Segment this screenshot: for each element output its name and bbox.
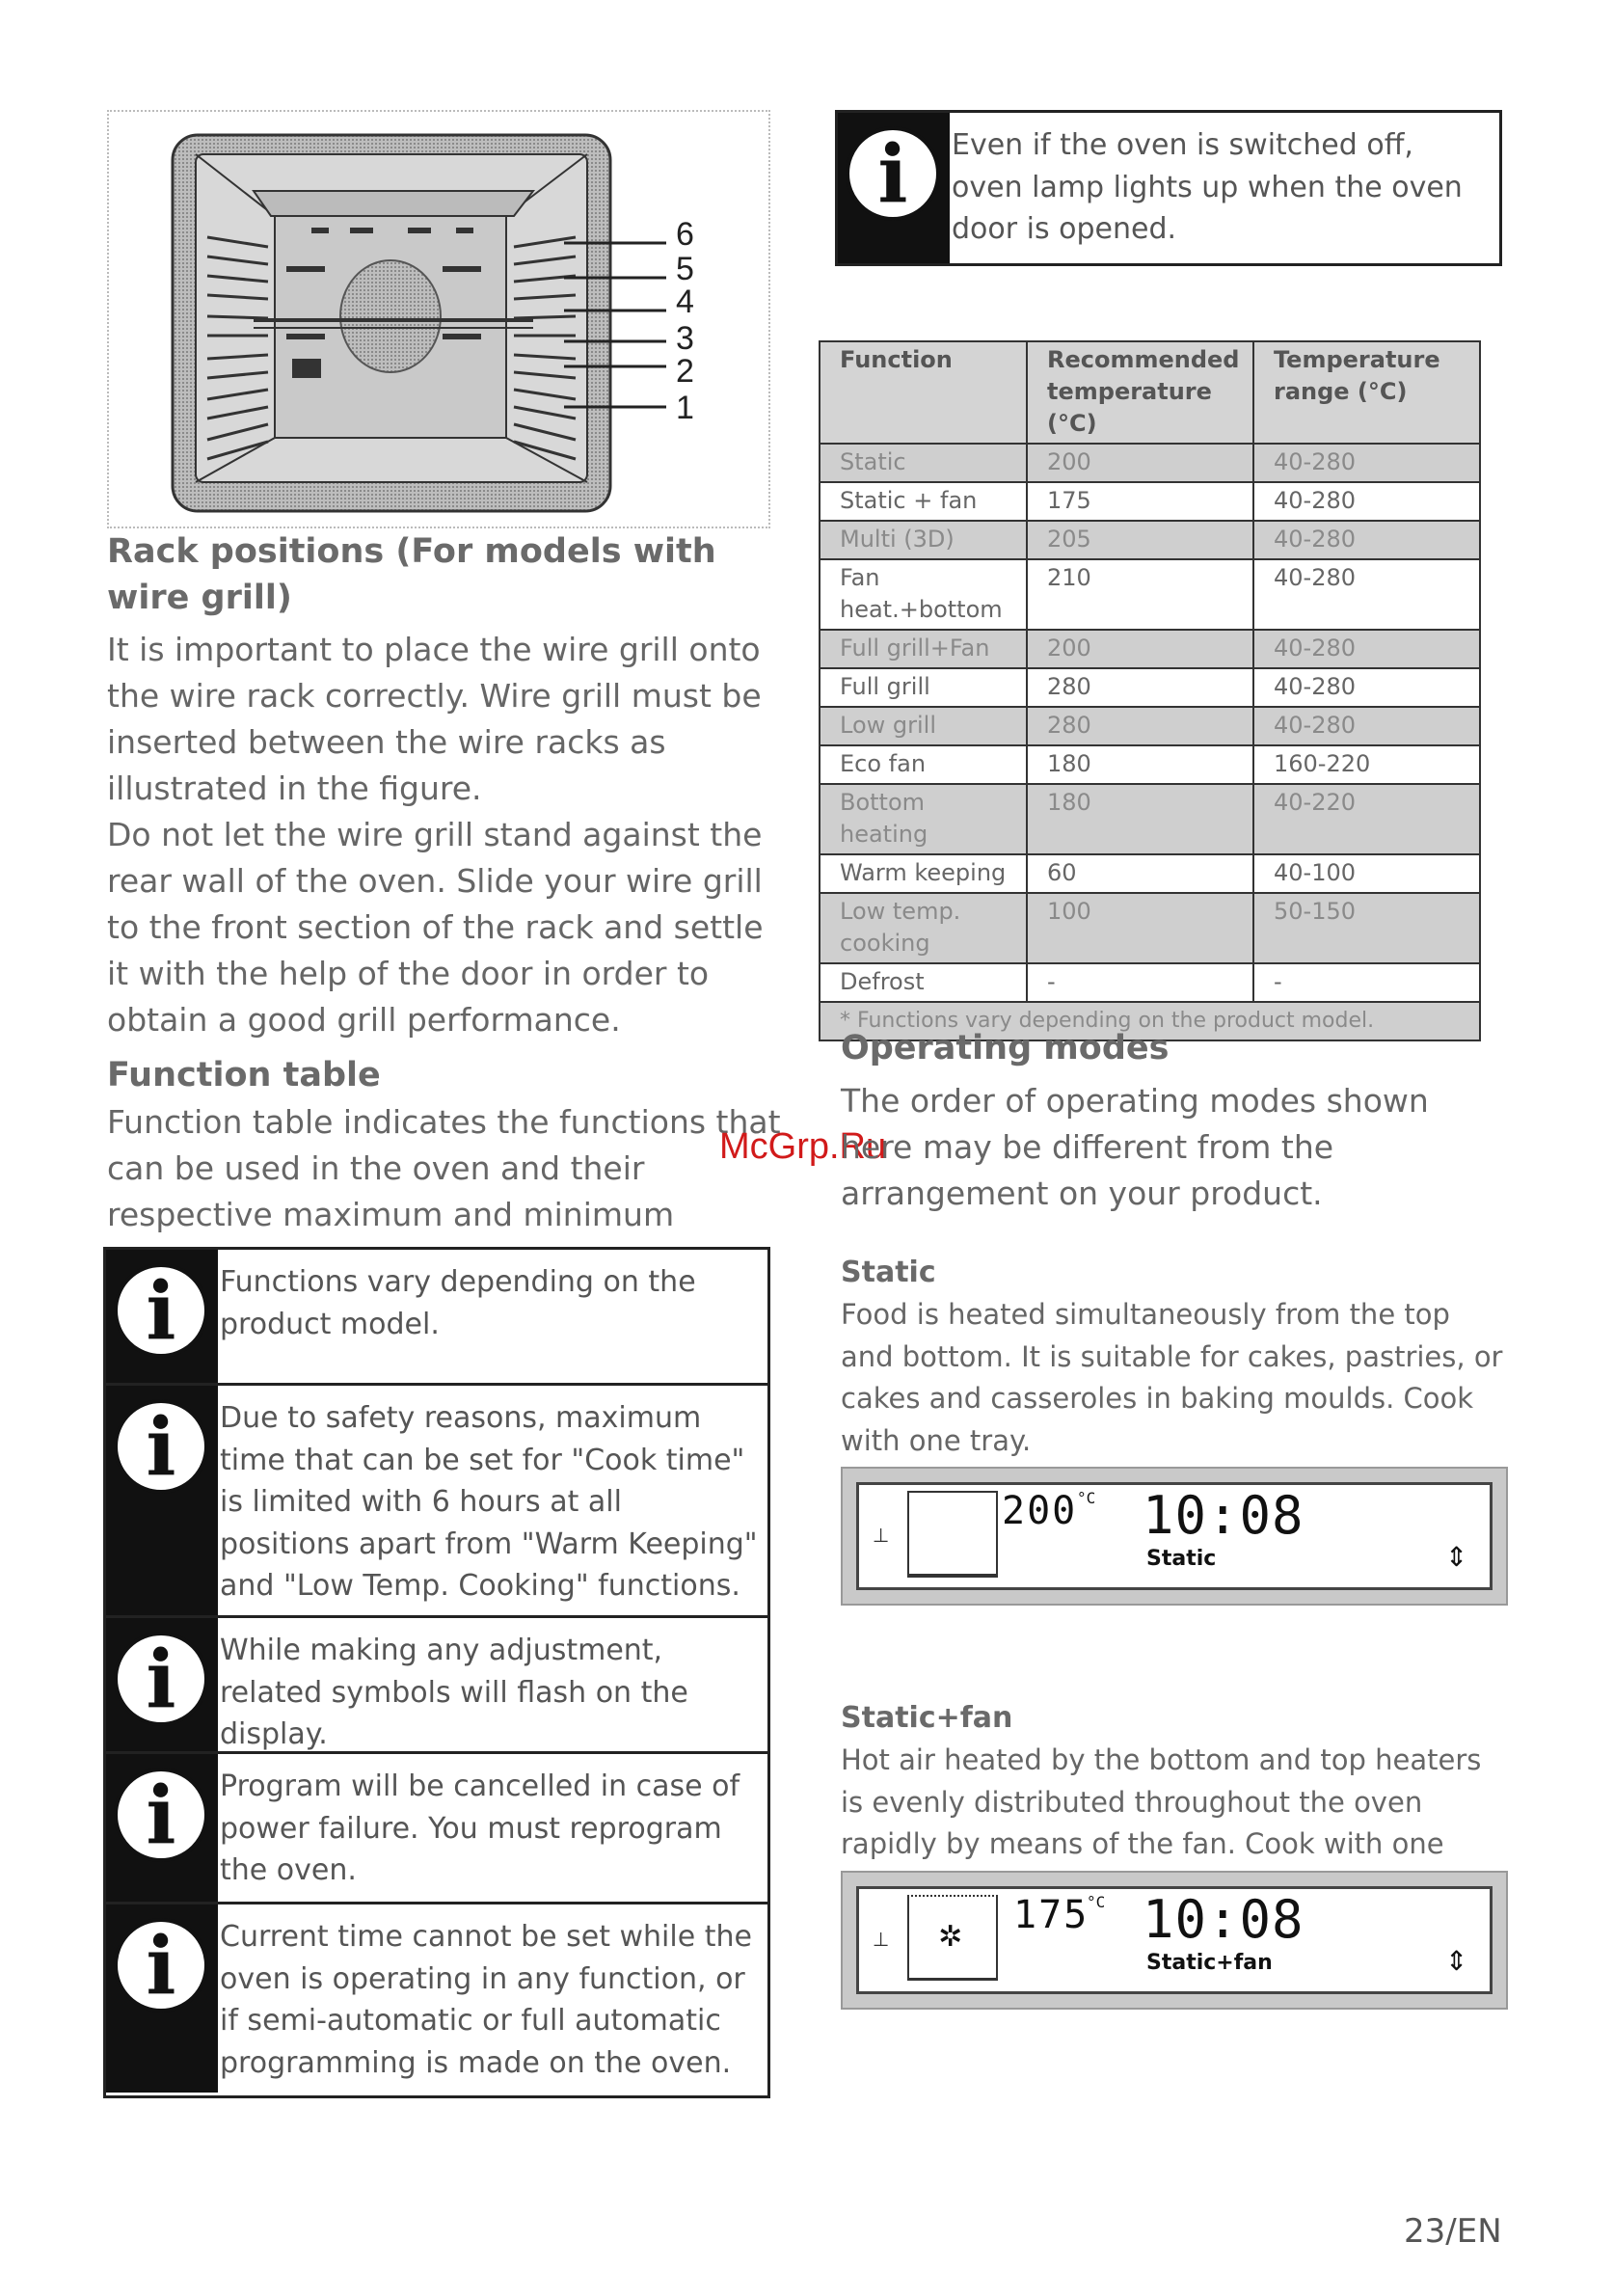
- watermark: McGrp.Ru: [719, 1126, 887, 1167]
- info-icon-cell: [106, 1904, 218, 2093]
- up-down-arrow-icon: ⇕: [1445, 1541, 1468, 1573]
- rack-number-6: 6: [676, 216, 694, 253]
- table-cell: Defrost: [820, 963, 1027, 1002]
- table-cell: Static + fan: [820, 482, 1027, 521]
- table-cell: Full grill: [820, 668, 1027, 707]
- operating-modes-paragraph: The order of operating modes shown here may be different from the arrangement on your product.: [841, 1082, 1429, 1212]
- rack-number-5: 5: [676, 251, 694, 287]
- rack-number-2: 2: [676, 353, 694, 390]
- rack-number-4: 4: [676, 284, 694, 320]
- table-cell: Low temp. cooking: [820, 893, 1027, 963]
- table-row: [820, 482, 1480, 521]
- info-note-text: While making any adjustment, related symbols will flash on the display.: [220, 1634, 688, 1751]
- static-fan-paragraph: Hot air heated by the bottom and top heaters is evenly distributed throughout the oven rapidly by means of the fan. Cook with one: [841, 1743, 1482, 1860]
- rack-positions-paragraph-2: Do not let the wire grill stand against the rear wall of the oven. Slide your wire grill to the front section of the rack and settle it with the help of the door in order to obtain a good grill performance.: [107, 816, 764, 1039]
- table-cell: 160-220: [1253, 745, 1480, 784]
- static-paragraph: Food is heated simultaneously from the top and bottom. It is suitable for cakes, pastries, or cakes and casseroles in baking moulds. Cook with one tray.: [841, 1298, 1503, 1457]
- mode-label: Static: [1146, 1547, 1217, 1571]
- info-icon: i: [114, 1918, 208, 2012]
- info-note: [106, 1250, 767, 1386]
- rack-number-1: 1: [676, 390, 694, 426]
- function-table-heading: Function table: [107, 1056, 381, 1094]
- table-header-cell: Temperature range (°C): [1253, 341, 1480, 444]
- table-row: [820, 521, 1480, 559]
- lamp-info-text: Even if the oven is switched off, oven lamp lights up when the oven door is opened.: [952, 128, 1463, 246]
- static-display: [841, 1467, 1508, 1606]
- oven-rack-figure: [107, 110, 770, 528]
- display-panel: [856, 1886, 1493, 1994]
- table-header-row: [820, 341, 1480, 444]
- table-row: [820, 963, 1480, 1002]
- table-cell: 60: [1027, 854, 1253, 893]
- rack-number-3: 3: [676, 320, 694, 357]
- table-cell: Warm keeping: [820, 854, 1027, 893]
- function-table: [819, 340, 1481, 1041]
- info-note-text: Due to safety reasons, maximum time that can be set for "Cook time" is limited with 6 hours at all positions apart from "Warm Keeping" and "Low Temp. Cooking" functions.: [220, 1401, 758, 1603]
- table-cell: 210: [1027, 559, 1253, 630]
- up-down-arrow-icon: ⇕: [1445, 1945, 1468, 1977]
- table-header-cell: Recommended temperature (°C): [1027, 341, 1253, 444]
- table-cell: Full grill+Fan: [820, 630, 1027, 668]
- heater-symbol: [907, 1895, 998, 1981]
- table-cell: 40-280: [1253, 668, 1480, 707]
- info-note: [106, 1618, 767, 1754]
- table-cell: 50-150: [1253, 893, 1480, 963]
- table-cell: 200: [1027, 630, 1253, 668]
- rack-positions-heading: Rack positions (For models with wire grill): [107, 532, 716, 617]
- table-cell: 40-280: [1253, 559, 1480, 630]
- info-icon-cell: [106, 1754, 218, 1902]
- table-row: [820, 854, 1480, 893]
- info-note-text: Program will be cancelled in case of power failure. You must reprogram the oven.: [220, 1769, 740, 1887]
- table-header-cell: Function: [820, 341, 1027, 444]
- info-icon: i: [114, 1399, 208, 1494]
- heater-symbol: [907, 1491, 998, 1578]
- static-fan-display: [841, 1871, 1508, 2010]
- table-cell: 280: [1027, 668, 1253, 707]
- table-cell: -: [1253, 963, 1480, 1002]
- table-cell: Low grill: [820, 707, 1027, 745]
- table-cell: 40-280: [1253, 521, 1480, 559]
- info-note: [106, 1754, 767, 1904]
- table-row: [820, 668, 1480, 707]
- table-cell: 280: [1027, 707, 1253, 745]
- info-icon: i: [846, 126, 940, 221]
- table-cell: 40-280: [1253, 630, 1480, 668]
- table-cell: 100: [1027, 893, 1253, 963]
- table-row: [820, 630, 1480, 668]
- table-row: [820, 559, 1480, 630]
- info-note-text: Current time cannot be set while the oven is operating in any function, or if semi-automatic or full automatic programming is made on the oven.: [220, 1920, 752, 2080]
- table-cell: 40-280: [1253, 444, 1480, 482]
- table-cell: 180: [1027, 745, 1253, 784]
- table-cell: Fan heat.+bottom: [820, 559, 1027, 630]
- static-heading: Static: [841, 1256, 936, 1289]
- table-cell: Multi (3D): [820, 521, 1027, 559]
- oven-cavity-illustration: [109, 112, 768, 527]
- mode-label: Static+fan: [1146, 1951, 1273, 1975]
- function-table-paragraph: Function table indicates the functions that can be used in the oven and their respective maximum and minimum: [107, 1103, 781, 1233]
- table-cell: 180: [1027, 784, 1253, 854]
- table-cell: 200: [1027, 444, 1253, 482]
- time-readout: 10:08: [1143, 1889, 1305, 1950]
- info-icon-cell: [106, 1618, 218, 1751]
- table-cell: Eco fan: [820, 745, 1027, 784]
- time-readout: 10:08: [1143, 1485, 1305, 1546]
- static-fan-heading: Static+fan: [841, 1701, 1013, 1735]
- info-note: [106, 1386, 767, 1618]
- table-cell: 40-280: [1253, 707, 1480, 745]
- info-note-text: Functions vary depending on the product model.: [220, 1265, 696, 1341]
- rack-positions-paragraph: It is important to place the wire grill onto the wire rack correctly. Wire grill must be inserted between the wire racks as illustrated in the figure.: [107, 631, 762, 807]
- operating-modes-heading: Operating modes: [841, 1029, 1170, 1067]
- table-cell: 40-280: [1253, 482, 1480, 521]
- table-cell: Static: [820, 444, 1027, 482]
- table-cell: 175: [1027, 482, 1253, 521]
- table-row: [820, 707, 1480, 745]
- lamp-info-note: [835, 110, 1502, 266]
- info-notes: [103, 1247, 770, 2098]
- table-row: [820, 444, 1480, 482]
- table-cell: 205: [1027, 521, 1253, 559]
- info-icon-cell: [106, 1386, 218, 1615]
- table-cell: -: [1027, 963, 1253, 1002]
- info-icon-cell: [838, 113, 950, 263]
- rack-level-icon: ⊥: [873, 1524, 890, 1547]
- temperature-unit: °C: [1077, 1489, 1096, 1507]
- table-row: [820, 745, 1480, 784]
- display-panel: [856, 1482, 1493, 1590]
- info-icon: i: [114, 1263, 208, 1358]
- table-cell: 40-100: [1253, 854, 1480, 893]
- info-icon: i: [114, 1632, 208, 1726]
- table-cell: Bottom heating: [820, 784, 1027, 854]
- info-note: [106, 1904, 767, 2093]
- table-footnote: * Functions vary depending on the product model.: [820, 1002, 1480, 1040]
- temperature-readout: 175: [1013, 1893, 1089, 1937]
- info-icon-cell: [106, 1250, 218, 1383]
- temperature-readout: 200: [1002, 1489, 1078, 1533]
- table-row: [820, 893, 1480, 963]
- info-icon: i: [114, 1768, 208, 1862]
- rack-level-icon: ⊥: [873, 1928, 890, 1951]
- fan-icon: ✲: [938, 1920, 963, 1954]
- temperature-unit: °C: [1087, 1893, 1106, 1911]
- page-number: 23/EN: [1404, 2212, 1502, 2251]
- table-cell: 40-220: [1253, 784, 1480, 854]
- table-row: [820, 784, 1480, 854]
